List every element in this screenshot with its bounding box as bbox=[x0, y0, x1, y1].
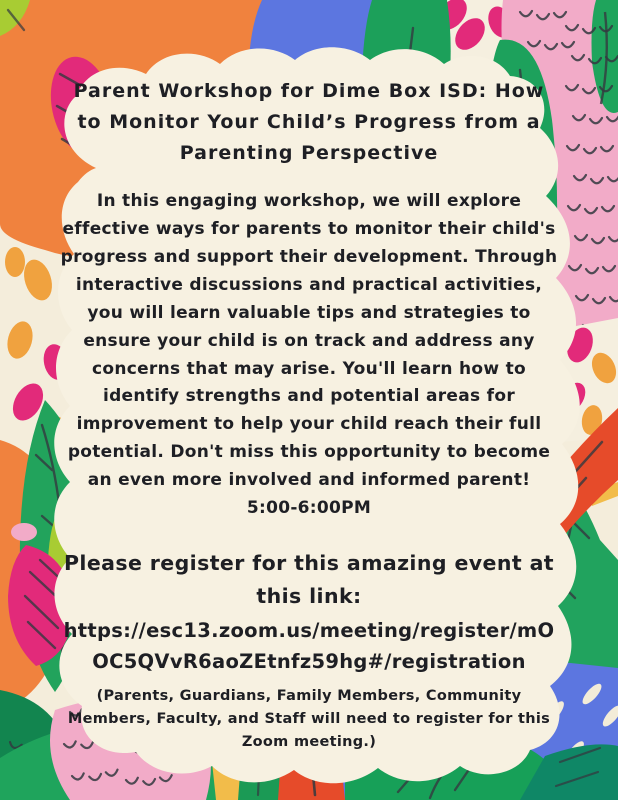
flyer-title: Parent Workshop for Dime Box ISD: How to Monitor Your Child’s Progress from a Parenting Perspective bbox=[73, 80, 545, 164]
registration-note: (Parents, Guardians, Family Members, Community Members, Faculty, and Staff will need to register for this Zoom meeting.) bbox=[67, 687, 551, 750]
flyer-description: In this engaging workshop, we will explore effective ways for parents to monitor their child's progress and support their development. Through interactive discussions and practical activities, you will learn valuable tips and strategies to ensure your child is on track and address any concerns that may arise. You'll learn how to identify strengths and potential areas for improvement to help your child reach their full potential. Don't miss this opportunity to become an even more involved and informed parent! 5:00-6:00PM bbox=[60, 191, 558, 518]
registration-link[interactable]: https://esc13.zoom.us/meeting/register/mOOC5QVvR6aoZEtnfz59hg#/registration bbox=[63, 619, 555, 673]
register-heading: Please register for this amazing event at this link: bbox=[63, 550, 555, 608]
flyer-content bbox=[60, 76, 558, 754]
